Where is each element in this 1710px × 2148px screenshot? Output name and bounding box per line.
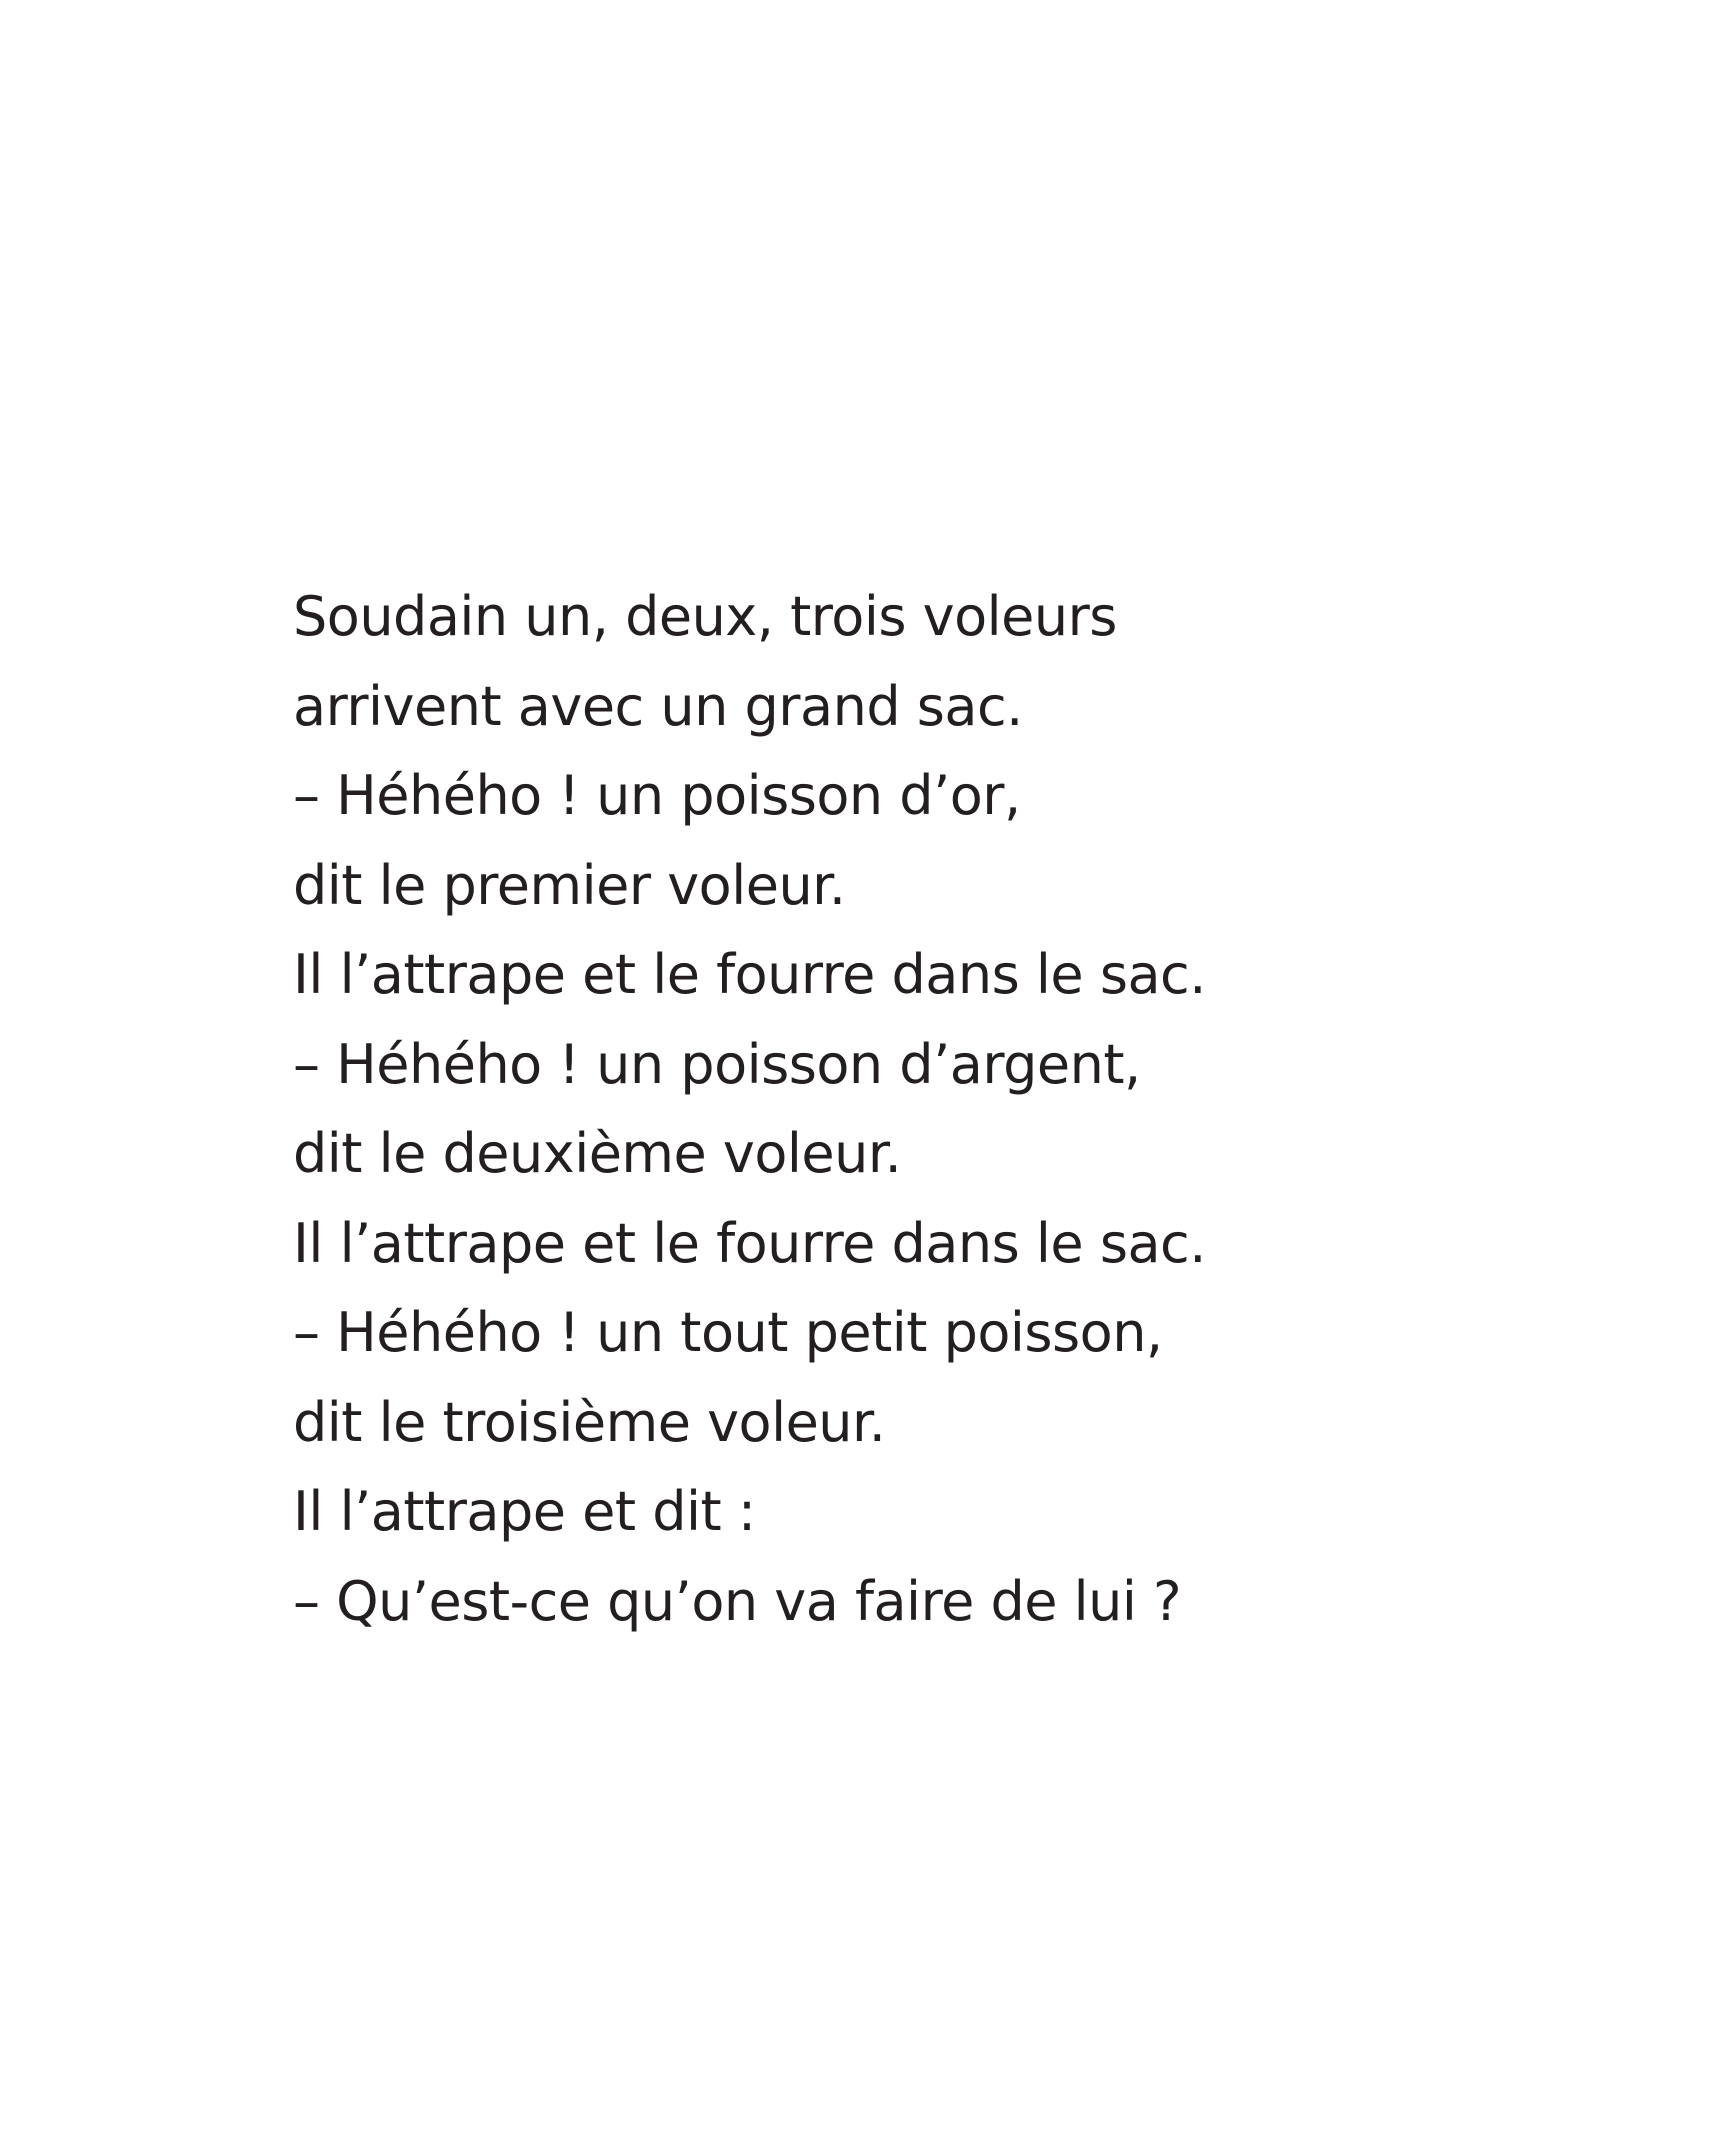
story-line: – Héhého ! un poisson d’or, <box>293 764 1021 827</box>
story-line: Il l’attrape et dit : <box>293 1480 756 1543</box>
story-line: – Héhého ! un poisson d’argent, <box>293 1032 1141 1096</box>
story-line: Il l’attrape et le fourre dans le sac. <box>293 943 1206 1006</box>
story-line: dit le premier voleur. <box>293 853 846 917</box>
story-line: Il l’attrape et le fourre dans le sac. <box>293 1211 1206 1275</box>
story-line: arrivent avec un grand sac. <box>293 674 1023 738</box>
story-line: dit le troisième voleur. <box>293 1390 886 1454</box>
story-text <box>293 572 1206 1646</box>
story-line: dit le deuxième voleur. <box>293 1122 902 1185</box>
story-line: – Qu’est-ce qu’on va faire de lui ? <box>293 1569 1182 1633</box>
story-line: – Héhého ! un tout petit poisson, <box>293 1301 1163 1364</box>
story-line: Soudain un, deux, trois voleurs <box>293 585 1117 648</box>
